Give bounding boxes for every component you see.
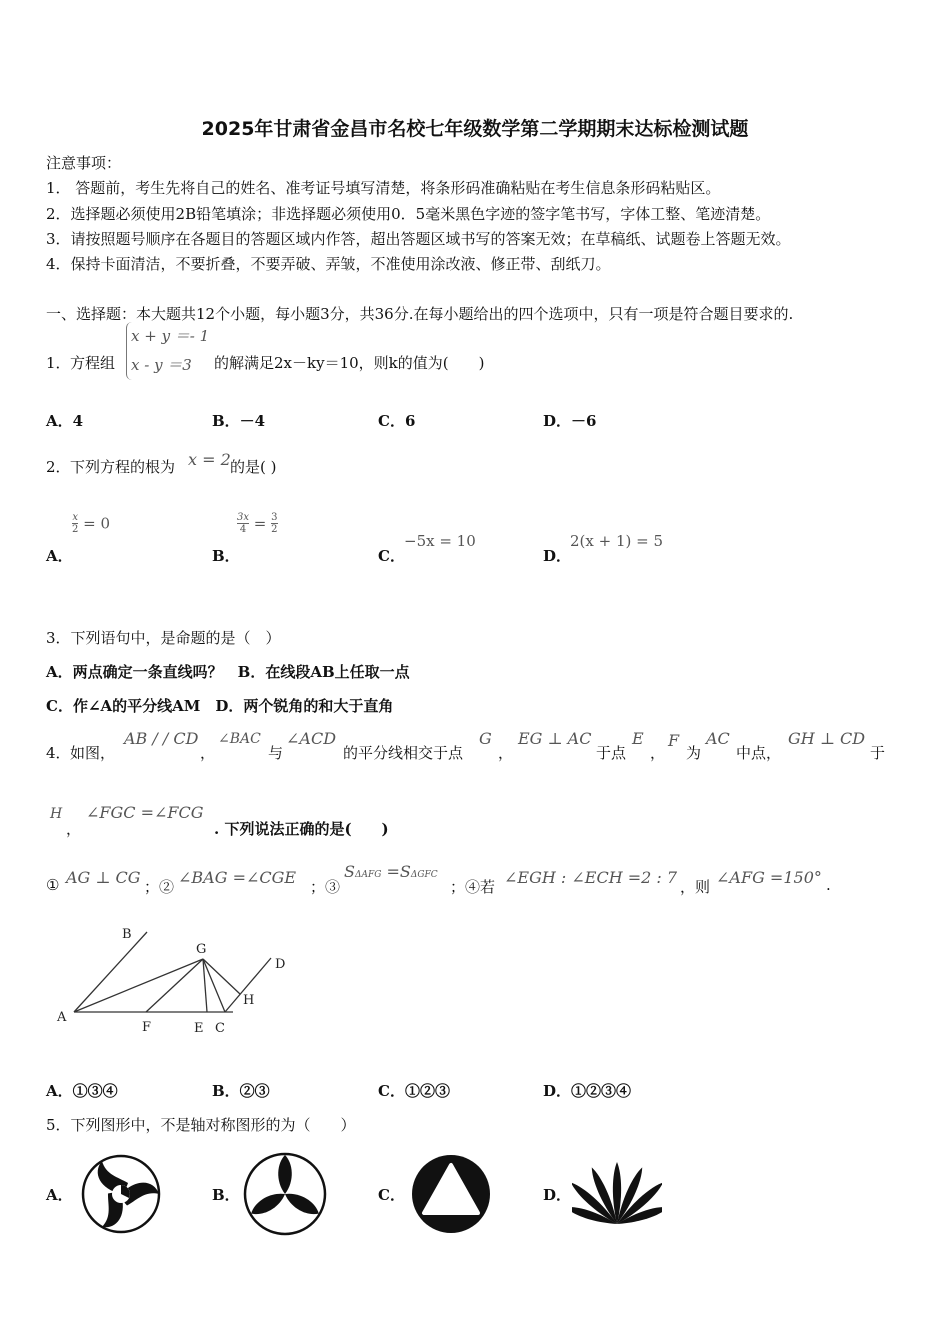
q2-a-rhs: = 0	[83, 514, 111, 533]
q4-text: 于	[870, 744, 886, 762]
q5-option-d[interactable]: D．	[543, 1186, 572, 1204]
q1-option-c[interactable]: C．6	[378, 412, 416, 430]
tomoe-icon	[80, 1153, 162, 1235]
trefoil-icon	[242, 1151, 328, 1237]
q4-math-ac: AC	[706, 729, 730, 748]
q2-b-denominator: 4	[239, 524, 247, 535]
q4-math-ab-parallel-cd: AB / / CD	[124, 729, 199, 748]
q4-statement-marker: ；②	[144, 878, 175, 896]
q1-option-b[interactable]: B．－4	[212, 412, 266, 430]
notice-item: 1． 答题前，考生先将自己的姓名、准考证号填写清楚，将条形码准确粘贴在考生信息条形码粘贴区。	[46, 179, 721, 197]
q2-option-c[interactable]: C．	[378, 547, 405, 565]
q4-math-point-h: H	[50, 806, 63, 822]
q5-option-c[interactable]: C．	[378, 1186, 405, 1204]
q1-equation-system	[126, 322, 209, 380]
q4-text: ，则	[680, 878, 711, 896]
q4-math-angle-bac: ∠BAC	[218, 731, 261, 747]
q4-text: 为	[686, 744, 702, 762]
q3-options-line2[interactable]: C．作∠A的平分线AM D．两个锐角的和大于直角	[46, 697, 394, 715]
label-c: C	[215, 1021, 225, 1036]
q4-math-point-e: E	[632, 729, 644, 748]
q2-b-numerator-2: 3	[271, 512, 278, 523]
q1-number: 1．	[46, 354, 71, 372]
q4-geometry-figure	[50, 920, 300, 1045]
q4-statement-marker: ；③	[310, 878, 341, 896]
q2-d-expr: 2(x + 1) = 5	[570, 532, 664, 550]
notice-heading: 注意事项：	[46, 154, 122, 172]
q4-text: .	[826, 876, 831, 894]
notice-item: 3．请按照题号顺序在各题目的答题区域内作答，超出答题区域书写的答案无效；在草稿纸、试题卷上答题无效。	[46, 230, 791, 248]
q4-math-fgc-eq-fcg: ∠FGC =∠FCG	[86, 803, 204, 822]
q4-s3-a-sub: ΔAFG	[354, 870, 382, 880]
q5-option-a[interactable]: A．	[46, 1186, 73, 1204]
petal-fan-icon	[572, 1158, 662, 1230]
q4-math-gh-perp-cd: GH ⊥ CD	[788, 729, 866, 748]
q1-eq2: x - y ＝3	[131, 356, 192, 374]
q2-stem-pre: 下列方程的根为	[70, 458, 176, 476]
label-f: F	[142, 1020, 152, 1035]
q4-text: . 下列说法正确的是( )	[214, 820, 389, 838]
q1-option-a[interactable]: A．4	[46, 412, 84, 430]
q4-statement-4: ∠EGH : ∠ECH =2 : 7	[504, 868, 678, 887]
q4-statement-3	[344, 862, 438, 881]
q4-number: 4．	[46, 744, 71, 762]
notice-item: 2．选择题必须使用2B铅笔填涂；非选择题必须使用0．5毫米黑色字迹的签字笔书写，字体工整、笔迹清楚。	[46, 205, 771, 223]
label-g: G	[196, 942, 207, 957]
line-gh	[203, 959, 240, 994]
q2-a-numerator: x	[72, 512, 78, 523]
q2-b-denominator-2: 2	[271, 524, 278, 535]
q4-s3-b: =S	[381, 862, 411, 881]
line-fg	[146, 959, 203, 1012]
q5-stem: 5．下列图形中，不是轴对称图形的为（ ）	[46, 1116, 356, 1134]
q5-option-b[interactable]: B．	[212, 1186, 240, 1204]
q4-statement-marker: ①	[46, 876, 60, 894]
q1-stem-pre: 方程组	[70, 354, 116, 372]
triangle-in-circle-icon	[410, 1153, 492, 1235]
q4-statement-1: AG ⊥ CG	[66, 868, 141, 887]
q2-option-a[interactable]: A．	[46, 547, 73, 565]
q4-text: ，	[200, 744, 216, 762]
q4-option-c[interactable]: C．①②③	[378, 1082, 450, 1100]
q4-math-eg-perp-ac: EG ⊥ AC	[518, 729, 592, 748]
q4-text: 如图，	[70, 744, 116, 762]
q4-math-point-f: F	[668, 731, 680, 750]
q2-number: 2．	[46, 458, 71, 476]
q4-option-a[interactable]: A．①③④	[46, 1082, 118, 1100]
label-h: H	[243, 993, 255, 1008]
q4-option-b[interactable]: B．②③	[212, 1082, 270, 1100]
q2-option-d[interactable]: D．	[543, 547, 572, 565]
label-a: A	[57, 1010, 67, 1025]
q2-option-b[interactable]: B．	[212, 547, 240, 565]
label-d: D	[275, 957, 286, 972]
q3-options-line1[interactable]: A．两点确定一条直线吗？ B．在线段AB上任取一点	[46, 663, 410, 681]
q3-stem: 3．下列语句中，是命题的是（ ）	[46, 629, 281, 647]
q2-a-expr	[72, 512, 110, 535]
q2-root: x = 2	[188, 450, 231, 469]
q2-b-numerator: 3x	[237, 512, 250, 523]
q4-math-angle-acd: ∠ACD	[286, 729, 337, 748]
notice-item: 4．保持卡面清洁，不要折叠，不要弄破、弄皱，不准使用涂改液、修正带、刮纸刀。	[46, 255, 611, 273]
q4-text: ，	[650, 744, 666, 762]
page-title: 2025年甘肃省金昌市名校七年级数学第二学期期末达标检测试题	[201, 118, 749, 140]
q2-b-equals: =	[253, 514, 267, 533]
q4-text: 与	[268, 744, 284, 762]
q4-s3-a: S	[344, 862, 355, 881]
q2-a-denominator: 2	[72, 524, 79, 535]
q2-b-expr	[237, 512, 278, 535]
q2-c-expr: −5x = 10	[404, 532, 476, 550]
q4-text: 中点，	[736, 744, 782, 762]
line-ab	[74, 932, 147, 1012]
q4-text: ，	[498, 744, 514, 762]
q4-text: 的平分线相交于点	[343, 744, 464, 762]
q2-stem-post: 的是( )	[230, 458, 277, 476]
q4-statement-4-result: ∠AFG =150°	[716, 868, 822, 887]
section-heading: 一、选择题：本大题共12个小题，每小题3分，共36分.在每小题给出的四个选项中，只有一项是符合题目要求的.	[46, 305, 794, 323]
q4-math-point-g: G	[479, 729, 492, 748]
q4-s3-b-sub: ΔGFC	[410, 870, 438, 880]
q4-text: 于点	[596, 744, 627, 762]
label-b: B	[122, 927, 132, 942]
label-e: E	[194, 1021, 204, 1036]
q4-option-d[interactable]: D．①②③④	[543, 1082, 632, 1100]
q4-statement-marker: ；④若	[450, 878, 496, 896]
q4-statement-2: ∠BAG =∠CGE	[178, 868, 297, 887]
line-ag	[74, 959, 203, 1012]
q4-text: ，	[66, 820, 82, 838]
q1-stem-post: 的解满足2x－ky＝10，则k的值为( )	[214, 354, 485, 372]
q1-option-d[interactable]: D．－6	[543, 412, 597, 430]
q1-eq1: x + y ＝- 1	[131, 327, 210, 345]
